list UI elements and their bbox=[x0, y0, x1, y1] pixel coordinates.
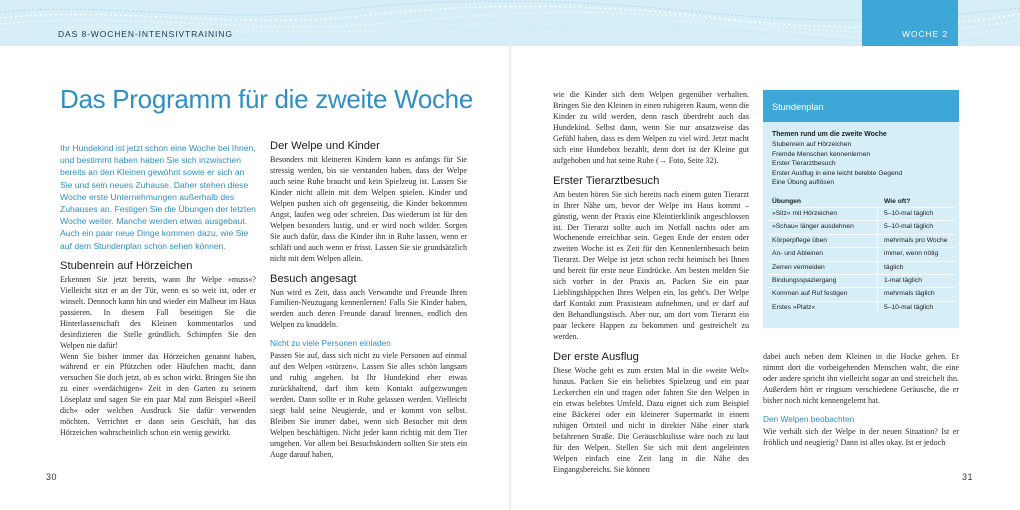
heading-stubenrein: Stubenrein auf Hörzeichen bbox=[60, 259, 193, 272]
paragraph: Wie verhält sich der Welpe in der neuen Situation? Ist er fröhlich und neugierig? Dann ist alles okay. Ist er jedoch bbox=[763, 426, 959, 447]
paragraph: Passen Sie auf, dass sich nicht zu viele Personen auf einmal auf den Welpen »stürzen«. Lassen Sie alles schön langsam und ruhig angehen. Ist Ihr Hundekind eher etwas zurückhaltend, darf ihm kein Kontakt aufgezwungen werden. Dann sollte er in Ruhe gelassen werden. Vielleicht siegt bald seine Neugierde, und er kommt von selbst. Bleiben Sie immer dabei, wenn sich Besucher mit dem Welpen beschäftigen. Nicht jeder kann richtig mit dem Tier umgehen. Vor allem bei Besuchskindern sollten Sie stets ein Auge darauf haben, bbox=[270, 351, 467, 459]
table-row bbox=[768, 220, 954, 233]
cell-frequency: 5–10-mal täglich bbox=[884, 209, 934, 217]
paragraph: dabei auch neben dem Kleinen in die Hocke gehen. Er nimmt dort die vorbeigehenden Menschen wahr, die eine oder andere spricht ihn vielleicht sogar an und streichelt ihn. Außerdem hört er ringsum verschiedene Geräusche, die er bisher noch nicht kennengelernt hat. bbox=[763, 352, 959, 405]
column-1 bbox=[60, 140, 256, 439]
heading-tierarzt: Erster Tierarztbesuch bbox=[553, 174, 660, 187]
themes-title: Themen rund um die zweite Woche bbox=[772, 131, 887, 138]
theme-item: Stubenrein auf Hörzeichen bbox=[772, 141, 852, 148]
cell-exercise: »Sitz« mit Hörzeichen bbox=[768, 208, 878, 220]
week-label: WOCHE 2 bbox=[902, 29, 948, 39]
cell-frequency: 5–10-mal täglich bbox=[884, 223, 934, 231]
week-tab bbox=[862, 0, 958, 46]
column-3 bbox=[553, 90, 749, 476]
table-row bbox=[768, 301, 954, 314]
cell-frequency: 1-mal täglich bbox=[884, 277, 922, 284]
exercise-table bbox=[768, 198, 954, 314]
cell-exercise: Erstes »Platz« bbox=[768, 302, 878, 314]
cell-frequency: mehrmals pro Woche bbox=[884, 236, 948, 244]
table-header bbox=[768, 198, 954, 205]
paragraph: wie die Kinder sich dem Welpen gegenüber verhalten. Bringen Sie den Kleinen in einen ruhigeren Raum, wenn die Kinder zu wild werden, denn rasch überdreht auch das Hundekind. Selbst dann, wenn Sie nur ansatzweise das Gefühl haben, dass es dem Welpen zu viel wird. Jetzt macht sich eine Hundebox bezahlt, denn dort ist der Kleine gut aufgehoben und hat seine Ruhe (→ Foto, Seite 32). bbox=[553, 90, 749, 165]
theme-item: Erster Tierarztbesuch bbox=[772, 160, 836, 168]
heading-kinder: Der Welpe und Kinder bbox=[270, 140, 380, 152]
heading-besuch: Besuch angesagt bbox=[270, 272, 357, 285]
header-exercise: Übungen bbox=[772, 197, 801, 205]
stundenplan-box bbox=[763, 90, 959, 328]
cell-frequency: täglich bbox=[884, 263, 904, 271]
page-title: Das Programm für die zweite Woche bbox=[60, 84, 473, 114]
column-2 bbox=[270, 140, 467, 461]
paragraph: Erkennen Sie jetzt bereits, wann Ihr Welpe »muss«? Vielleicht sitzt er an der Tür, wenn es so weit ist, oder er winselt. Dennoch kann hin und wieder ein Malheur im Haus passieren. In diesem Fall beseitigen Sie die Hinterlassenschaft des Kleinen kommentarlos und desinfizieren die Stelle gründlich. Schimpfen Sie den Welpen nie dafür! bbox=[60, 274, 256, 350]
page-gutter bbox=[508, 46, 512, 510]
stundenplan-body bbox=[763, 122, 959, 328]
stundenplan-title: Stundenplan bbox=[763, 90, 959, 122]
table-row bbox=[768, 274, 954, 287]
cell-exercise: »Schau« länger ausdehnen bbox=[768, 221, 878, 233]
theme-item: Eine Übung auflösen bbox=[772, 179, 835, 187]
running-header bbox=[0, 0, 1020, 46]
page-number-left: 30 bbox=[46, 472, 58, 482]
cell-frequency: mehrmals täglich bbox=[884, 290, 935, 298]
column-4 bbox=[763, 352, 959, 449]
header-section-label: DAS 8-WOCHEN-INTENSIVTRAINING bbox=[58, 29, 233, 39]
cell-exercise: An- und Ableinen bbox=[768, 248, 878, 260]
paragraph: Wenn Sie bisher immer das Hörzeichen genannt haben, während er ein Pfützchen oder Häufchen macht, dann versuchen Sie doch jetzt, ob es schon wirkt. Bringen Sie ihn zu einer »verdächtigen« Zeit in den Garten zu seinem Löseplatz und sagen Sie ein paar Mal zum Beispiel »Beeil dich« oder welchen Ausdruck Sie dafür verwenden möchten. Verrichtet er dann sein Geschäft, hat das Hörzeichen wahrscheinlich schon ein wenig gewirkt. bbox=[60, 351, 256, 438]
subheading-personen: Nicht zu viele Personen einladen bbox=[270, 338, 391, 349]
cell-frequency: immer, wenn nötig bbox=[884, 250, 939, 258]
table-row bbox=[768, 247, 954, 260]
cell-exercise: Bindungsspaziergang bbox=[768, 275, 878, 287]
paragraph: Besonders mit kleineren Kindern kann es anfangs für Sie stressig werden, bis sie verstanden haben, dass der Welpe auch seine Ruhe braucht und kein Spielzeug ist. Lassen Sie Kinder nicht allein mit dem Welpen spielen. Kinder und Welpen pushen sich oft gegenseitig, die Kinder bekommen Angst, laufen weg oder schreien. Das wiederum ist für den Welpen besonders lustig, und er wird noch wilder. Sorgen Sie auch dafür, dass die Kinder ihn in Ruhe lassen, wenn er schläft und auch wenn er frisst. Lassen Sie sie grundsätzlich nicht mit dem Welpen allein. bbox=[270, 155, 467, 263]
paragraph: Nun wird es Zeit, dass auch Verwandte und Freunde Ihren Familien-Neuzugang kennenlernen! Falls Sie Kinder haben, werden auch deren Freunde darauf brennen, endlich den Welpen zu knuddeln. bbox=[270, 287, 467, 330]
table-row bbox=[768, 261, 954, 274]
paragraph: Diese Woche geht es zum ersten Mal in die »weite Welt« hinaus. Packen Sie ein beliebtes Spielzeug und ein paar Leckerchen ein und tragen oder fahren Sie den Welpen in ein etwas belebtes Umfeld. Dazu eignet sich zum Beispiel eine Bäckerei oder ein kleinerer Supermarkt in einem ruhigen Ortsteil und nicht in direkter Nähe einer stark befahrenen Straße. Die Geräuschkulisse wäre noch zu laut für den Welpen. Stellen Sie sich mit dem angeleinten Welpen einfach eine Zeit lang in die Nähe des Eingangsbereichs. Sie können bbox=[553, 366, 749, 474]
table-row bbox=[768, 207, 954, 220]
header-frequency: Wie oft? bbox=[884, 197, 911, 205]
heading-ausflug: Der erste Ausflug bbox=[553, 351, 639, 364]
cell-exercise: Kommen auf Ruf festigen bbox=[768, 288, 878, 300]
cell-frequency: 5–10-mal täglich bbox=[884, 303, 934, 311]
subheading-beobachten: Den Welpen beobachten bbox=[763, 413, 855, 424]
table-row bbox=[768, 287, 954, 300]
page-number-right: 31 bbox=[962, 472, 974, 482]
intro-text: Ihr Hundekind ist jetzt schon eine Woche bei Ihnen, und bestimmt haben haben Sie sich inzwischen bereits an den Kleinen gewöhnt sowie er sich an Sie und sein neues Zuhause. Daher stehen diese Woche erste Unternehmungen außerhalb des Zuhauses an. Festigen Sie die Übungen der letzten Woche weiter. Manche werden etwas ausgebaut. Auch ein paar neue Dinge kommen dazu, wie Sie auf dem Stundenplan schon sehen können. bbox=[60, 143, 256, 251]
paragraph: Am besten hören Sie sich bereits nach einem guten Tierarzt in Ihrer Nähe um, bevor der Welpe ins Haus kommt – günstig, wenn der Praxis eine Kleintierklinik angeschlossen ist. Der Tierarzt sollte auch im Notfall nachts oder am Wochenende erreichbar sein. Gegen Ende der ersten oder zweiten Woche ist es Zeit für den Kennenlernbesuch beim Tierarzt. Der Welpe ist jetzt schon recht heimisch bei Ihnen und bereit für erste neue Eindrücke. Am besten melden Sie sich vorher in der Praxis an. Packen Sie ein paar Lieblingshäppchen Ihres Welpen ein, los geht's. Der Welpe darf Kontakt zum Praxisteam aufnehmen, und er darf auf den Behandlungstisch. Aber nur, um dort vom Tierarzt ein paar leckere Happen zu bekommen und gestreichelt zu werden. bbox=[553, 189, 749, 342]
cell-exercise: Körperpflege üben bbox=[768, 235, 878, 247]
theme-item: Fremde Menschen kennenlernen bbox=[772, 150, 871, 158]
table-row bbox=[768, 234, 954, 247]
theme-item: Erster Ausflug in eine leicht belebte Gegend bbox=[772, 169, 903, 177]
cell-exercise: Zerren vermeiden bbox=[768, 262, 878, 274]
